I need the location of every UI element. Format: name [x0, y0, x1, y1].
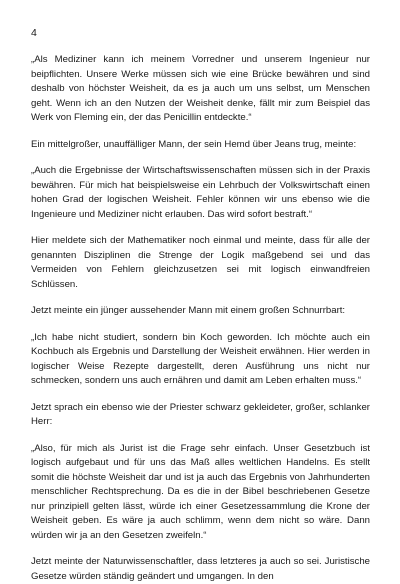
page-number: 4: [31, 27, 37, 39]
paragraph-narration-tall-man: Jetzt sprach ein ebenso wie der Priester schwarz gekleideter, großer, schlanker Herr:: [31, 401, 370, 427]
paragraph-economics-quote: „Auch die Ergebnisse der Wirtschaftswissenschaften müssen sich in der Praxis bewähren. Für mich hat beispielsweise ein Lehrbuch der Volkswirtschaft einen hohen Grad der logischen Weisheit. Fehler können wir uns ebenso wie die Ingenieure und Mediziner nicht erlauben. Das wird sofort bestraft.“: [31, 165, 370, 220]
paragraph-narration-jeans-man: Ein mittelgroßer, unauffälliger Mann, der sein Hemd über Jeans trug, meinte:: [31, 138, 357, 150]
paragraph-jurist-quote: „Also, für mich als Jurist ist die Frage sehr einfach. Unser Gesetzbuch ist logisch aufgebaut und für uns das Maß alles weltlichen Handelns. Es stellt somit die höchste Weisheit dar und ist ja auch das Ergebnis von Jahrhunderten menschlicher Rechtsprechung. Da es die in der Bibel beschriebenen Gesetze nur prinzipiell gelten lässt, würde ich einer Gesetzessammlung die Krone der Weisheit geben. Es wäre ja auch schlimm, wenn dem nicht so wäre. Dann würden wir ja an den Gesetzen zweifeln.“: [31, 442, 370, 541]
paragraph-scientist-narration: Jetzt meinte der Naturwissenschaftler, dass letzteres ja auch so sei. Juristische Gesetze würden ständig geändert und umgangen. In den: [31, 556, 370, 582]
body-text: [31, 53, 370, 584]
paragraph-mathematician-narration: Hier meldete sich der Mathematiker noch einmal und meinte, dass für alle der genannten Disziplinen die Strenge der Logik maßgebend sei und das Vermeiden von Fehlern gleichzusetzen sei mit logisch einwandfreien Schlüssen.: [31, 235, 370, 290]
paragraph-narration-moustache-man: Jetzt meinte ein jünger aussehender Mann mit einem großen Schnurrbart:: [31, 305, 346, 316]
paragraph-physician-quote: „Als Mediziner kann ich meinem Vorredner und unserem Ingenieur nur beipflichten. Unsere Werke müssen sich wie eine Brücke bewähren und sind deshalb von höchster Weisheit, da es ja auch um uns selbst, um Menschen geht. Wenn ich an den Nutzen der Weisheit denke, fällt mir zum Beispiel das Werk von Fleming ein, der das Penicillin entdeckte.“: [31, 54, 370, 123]
paragraph-cook-quote: „Ich habe nicht studiert, sondern bin Koch geworden. Ich möchte auch ein Kochbuch als Ergebnis und Darstellung der Weisheit erwähnen. Hier werden in logischer Weise Rezepte dargestellt, deren Ausführung uns nicht nur schmecken, sondern uns auch ernähren und damit am Leben erhalten muss.“: [31, 331, 370, 386]
